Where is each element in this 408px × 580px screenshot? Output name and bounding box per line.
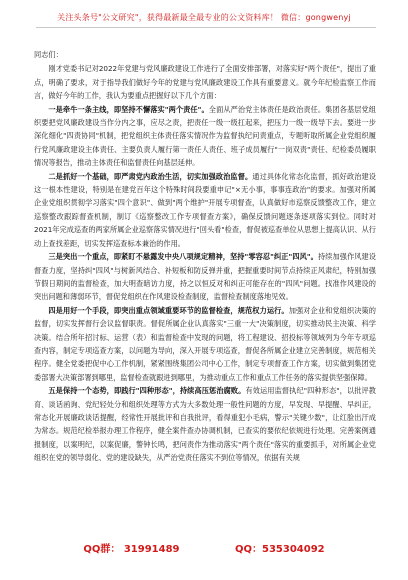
header-banner: 关注头条号"公文研究"，获得最新最全最专业的公文资料库！ 微信：gongwenyj	[57, 13, 351, 22]
section-heading: 四是用好一个手段，即突出重点领域重要环节的监督检查，规范权力运行。	[48, 305, 289, 315]
section-body: 有效运用监督执纪"四种形态"，以批评教育、谈话函询、党纪轻处分和组织处理等方式为大多数处理一般性问题的方度，早发现、早提醒、早纠正，常态化开展廉政谈话提醒，经常性开展批评和自我批评，看得重犯小毛病，警示"关键少数"，让红脸出汗成为常态。规范纪检举报办理工作程序，健全案件查办协调机制，已查实的要依纪依规进行处理。完善案例通报制度，以案明纪，以案促廉，警钟长鸣，把问责作为推动落实"两个责任"落实的重要抓手，对所属企业党组织在党的领导弱化、党的建设缺失，从严治党责任落实不到位等情况，依据有关规	[34, 386, 376, 463]
footer-contact	[0, 540, 408, 555]
section-heading: 二是抓好一个基础，即严肃党内政治生活，切实加强政治监督。	[48, 171, 253, 181]
section-heading: 一是牵牛一条主线，即坚持不懈落实"两个责任"。	[48, 104, 209, 114]
section-3	[34, 250, 376, 304]
section-2	[34, 170, 376, 250]
section-body: 通过具体化常态化监督，抓好政治建设这一根本性建设，特别是在建党百年这个特殊时间段要重申记"×无小事，事事连政治"的要求。加强对所属企业党组织贯彻学习落实"四个意识"、做到"两个维护"开展专项督查，认真做好市巡察反馈整改工作，建立巡察整改跟踪督查机制，制订《巡察整改工作专项督查方案》，确保反馈问题逐条逐项落实到位。同时对2021年完成巡查的两家所属企业巡察落实情况进行"回头看"检查，督促被巡查单位从思想上提高认识、从行动上查找差距，切实发挥巡查标本兼治的作用。	[34, 171, 376, 248]
document-body	[34, 48, 376, 465]
section-1	[34, 103, 376, 170]
section-body: 持续加强作风建设督查力度，坚持纠"四风"与树新风结合、补短板和防反弹并重，把握重要时间节点持续正风肃纪，特别加强节假日期间的监督检查，加大明查暗访力度，持之以恒反对和纠正可能存在的"四风"问题。找准作风建设的突出问题和薄弱环节，督促党组织在作风建设检查制度，监督检查制度落地见效。	[34, 252, 376, 302]
section-body: 加强对企业和党组织决策的监督，切实发挥督行会议监督职责。督促所属企业认真落实"三重一大"决策制度，切实推动民主决策、科学决策。结合所年招讨标、运营（表）和监督检查中发现的问题，将工程建设、招投标等领域列为今年专项巡查内容，制定专项巡查方案，以问题为导向，深入开展专项巡查，督促各所属企业建立完善制度，规范相关程序。健全党委把促中心工作机制，紧紧围绕集团公司中心工作，制定专项督查工作方案，切实做到集团党委部署大决策部署到哪里，监督检查就跟进到哪里，为推动重点工作和重点工作任务的落实提供坚强保障。	[34, 305, 376, 382]
section-heading: 三是突出一个重点，即紧盯不悬露发中央八项规定精神，坚持"零容忍"纠正"四风"。	[48, 252, 318, 262]
section-5	[34, 384, 376, 464]
greeting: 同志们：	[34, 50, 63, 59]
footer-qq: QQ：535304092	[235, 544, 325, 555]
section-4	[34, 304, 376, 384]
section-heading: 五是保持一个态势，即践行"四种形态"，持续高压惩治腐败。	[48, 386, 246, 396]
section-body: 全面从严治党主体责任是政治责任。集团各基层党组织要把党风廉政建设当作分内之事，应尽之责，把责任一级一级扛起来，把压力一级一级导下去。要进一步深化细化"四责协同"机制，把党组织主体责任落实情况作为监督执纪问责重点，专题听取所属企业党组织履行党风廉政建设主体责任、主要负责人履行第一责任人责任、班子成员履行"一岗双责"责任、纪检委员履职情况等报告，推动主体责任和监督责任向基层延伸。	[34, 104, 376, 168]
header-divider	[36, 27, 376, 28]
footer-qq-group: QQ群： 31991489	[83, 544, 180, 555]
intro-paragraph: 刚才党委书记对2022年党建与党风廉政建设工作进行了全面安排部署，对落实好"两个责任"，提出了重点，明确了要求，对于指导我们做好今年的党建与党风廉政建设工作具有重要意义。就今年纪检监察工作而言，做好今年的工作，我认为要重点把握好以下几个方面：	[34, 64, 376, 101]
